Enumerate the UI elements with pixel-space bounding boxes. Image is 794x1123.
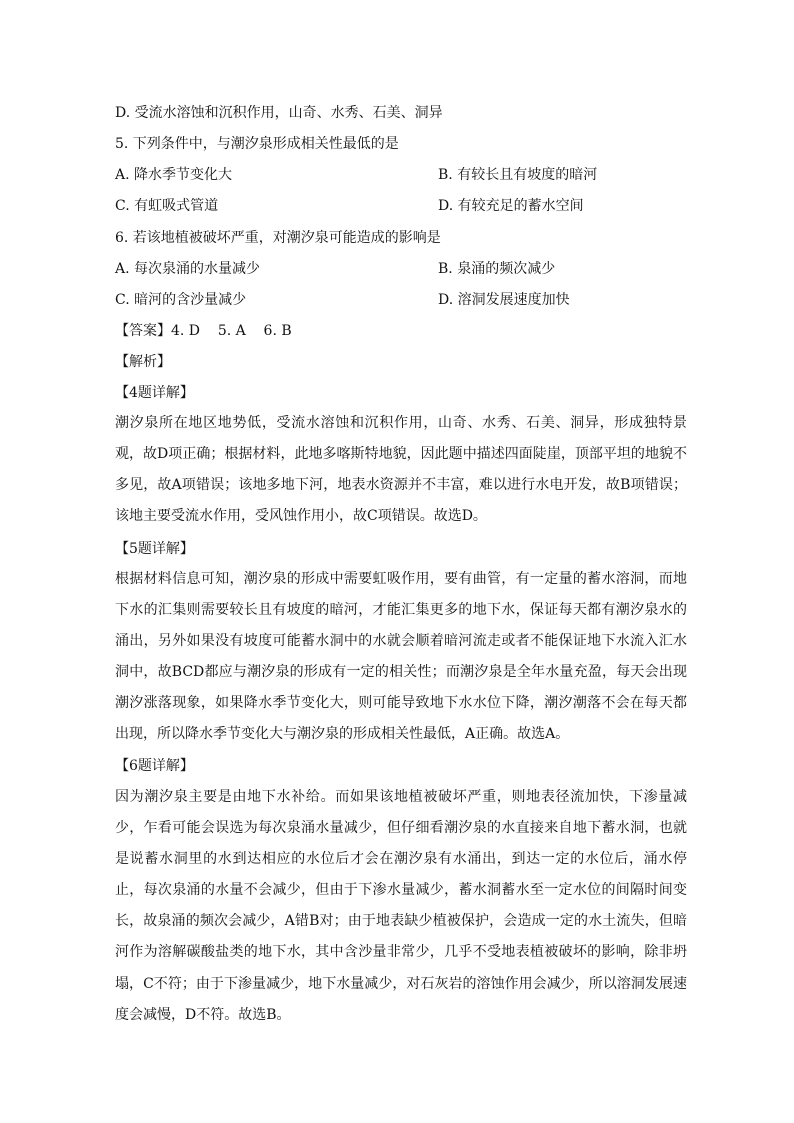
q5-option-c: C. 有虹吸式管道: [115, 198, 219, 214]
detail6-text: 因为潮汐泉主要是由地下水补给。而如果该地植被破坏严重，则地表径流加快，下渗量减少，乍看可能会误选为每次泉涌水量减少，但仔细看潮汐泉的水直接来自地下蓄水洞，也就是说蓄水洞里的水到达相应的水位后才会在潮汐泉有水涌出，到达一定的水位后，涌水停止，每次泉涌的水量不会减少，但由于下渗水量减少，蓄水洞蓄水至一定水位的间隔时间变长，故泉涌的频次会减少，A错B对；由于地表缺少植被保护，会造成一定的水土流失，但暗河作为溶解碳酸盐类的地下水，其中含沙量非常少，几乎不受地表植被破坏的影响，除非坍塌，C不符；由于下渗量减少，地下水量减少，对石灰岩的溶蚀作用会减少，所以溶洞发展速度会减慢，D不符。故选B。: [115, 789, 687, 1023]
q5-stem: 5. 下列条件中，与潮汐泉形成相关性最低的是: [115, 136, 399, 152]
q5-option-a: A. 降水季节变化大: [115, 167, 233, 183]
q6-option-a: A. 每次泉涌的水量减少: [115, 261, 261, 277]
q6-option-d: D. 溶洞发展速度加快: [438, 292, 570, 308]
q4-option-d: D. 受流水溶蚀和沉积作用，山奇、水秀、石美、洞异: [115, 105, 443, 121]
q5-option-d: D. 有较充足的蓄水空间: [438, 198, 584, 214]
q6-option-b: B. 泉涌的频次减少: [438, 261, 556, 277]
detail5-heading: 【5题详解】: [115, 541, 194, 557]
detail4-heading: 【4题详解】: [115, 385, 194, 401]
q5-option-b: B. 有较长且有坡度的暗河: [438, 167, 598, 183]
detail5-text: 根据材料信息可知，潮汐泉的形成中需要虹吸作用，要有曲管，有一定量的蓄水溶洞，而地下水的汇集则需要较长且有坡度的暗河，才能汇集更多的地下水，保证每天都有潮汐泉水的涌出，另外如果没有坡度可能蓄水洞中的水就会顺着暗河流走或者不能保证地下水流入汇水洞中，故BCD都应与潮汐泉的形成有一定的相关性；而潮汐泉是全年水量充盈，每天会出现潮汐涨落现象，如果降水季节变化大，则可能导致地下水水位下降，潮汐潮落不会在每天都出现，所以降水季节变化大与潮汐泉的形成相关性最低，A正确。故选A。: [115, 571, 687, 743]
detail4-text: 潮汐泉所在地区地势低，受流水溶蚀和沉积作用，山奇、水秀、石美、洞异，形成独特景观，故D项正确；根据材料，此地多喀斯特地貌，因此题中描述四面陡崖，顶部平坦的地貌不多见，故A项错误；该地多地下河，地表水资源并不丰富，难以进行水电开发，故B项错误；该地主要受流水作用，受风蚀作用小，故C项错误。故选D。: [115, 415, 687, 525]
answer-line: 【答案】4. D 5. A 6. B: [115, 323, 292, 339]
q6-stem: 6. 若该地植被破坏严重，对潮汐泉可能造成的影响是: [115, 230, 441, 246]
analysis-heading: 【解析】: [115, 354, 171, 370]
q6-option-c: C. 暗河的含沙量减少: [115, 292, 247, 308]
detail6-heading: 【6题详解】: [115, 758, 194, 774]
